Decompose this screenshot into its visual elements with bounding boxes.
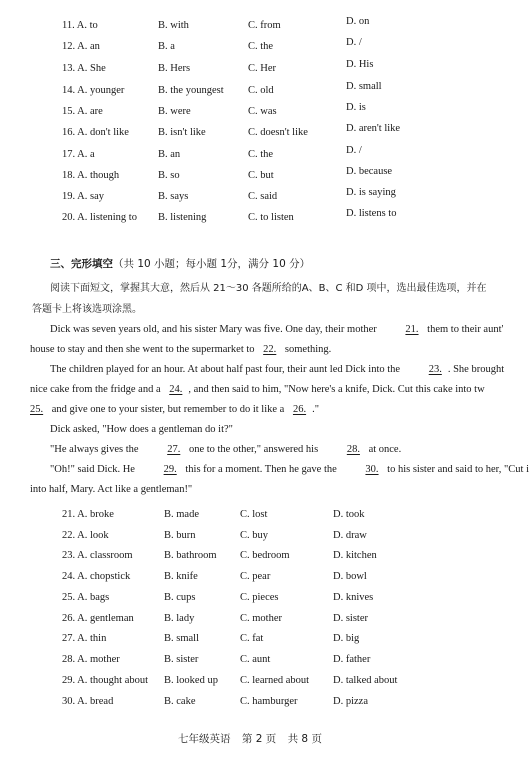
question-row: [0, 102, 500, 126]
footer-subject: 七年级英语: [178, 733, 231, 745]
option-d: D. on: [346, 16, 370, 27]
option-d: D. His: [346, 59, 374, 70]
passage-line: [30, 440, 492, 460]
option-b: B. looked up: [164, 675, 218, 686]
passage-text: nice cake from the fridge and a: [30, 384, 164, 395]
section-title: 三、完形填空: [50, 258, 113, 270]
option-c: C. said: [248, 191, 278, 202]
option-c: C. lost: [240, 509, 268, 520]
option-b: B. says: [158, 191, 189, 202]
instruction-line-1: 阅读下面短文，掌握其大意，然后从 21～30 各题所给的A、B、C 和D 项中，选出最佳选项，并在: [50, 283, 487, 294]
option-a: 23. A. classroom: [62, 550, 133, 561]
option-b: B. Hers: [158, 63, 191, 74]
footer-page: 第 2 页: [241, 733, 277, 745]
option-a: 13. A. She: [62, 63, 106, 74]
page-footer: [0, 731, 500, 746]
question-row: [0, 613, 500, 633]
question-row: [0, 145, 500, 169]
option-a: 11. A. to: [62, 20, 98, 31]
passage-line: [30, 480, 492, 500]
passage-text: The children played for an hour. At about half past four, their aunt led Dick into the: [50, 364, 403, 375]
option-b: B. cake: [164, 696, 196, 707]
option-a: 21. A. broke: [62, 509, 114, 520]
question-row: [0, 633, 500, 653]
blank-22: 22.: [263, 344, 277, 355]
passage-line: [30, 460, 529, 480]
question-row: [0, 123, 500, 147]
passage-line: [30, 400, 492, 420]
passage-text: them to their aunt': [424, 324, 504, 335]
option-a: 27. A. thin: [62, 633, 107, 644]
blank-23: 23.: [428, 364, 442, 375]
option-c: C. the: [248, 149, 274, 160]
passage-text: to his sister and said to her, "Cut i: [384, 464, 529, 475]
blank-26: 26.: [292, 404, 307, 415]
option-c: C. pieces: [240, 592, 279, 603]
option-d: D. is saying: [346, 187, 396, 198]
option-b: B. with: [158, 20, 189, 31]
passage-text: , and then said to him, "Now here's a knife, Dick. Cut this cake into tw: [188, 384, 485, 395]
option-d: D. sister: [333, 613, 368, 624]
option-b: B. lady: [164, 613, 195, 624]
passage-text: at once.: [365, 444, 402, 455]
option-c: C. pear: [240, 571, 271, 582]
option-d: D. /: [346, 37, 362, 48]
passage-text: into half, Mary. Act like a gentleman!": [30, 484, 193, 495]
option-d: D. took: [333, 509, 365, 520]
option-b: B. listening: [158, 212, 207, 223]
question-row: [0, 675, 500, 695]
option-c: C. the: [248, 41, 274, 52]
option-b: B. sister: [164, 654, 199, 665]
blank-30: 30.: [365, 464, 379, 475]
option-a: 28. A. mother: [62, 654, 120, 665]
option-b: B. burn: [164, 530, 196, 541]
footer-total: 共 8 页: [287, 733, 322, 745]
passage-text: "Oh!" said Dick. He: [50, 464, 138, 475]
option-a: 29. A. thought about: [62, 675, 149, 686]
option-a: 26. A. gentleman: [62, 613, 134, 624]
option-c: C. mother: [240, 613, 282, 624]
question-row: [0, 81, 500, 105]
option-a: 17. A. a: [62, 149, 95, 160]
passage-text: . She brought: [447, 364, 505, 375]
passage-text: this for a moment. Then he gave the: [182, 464, 340, 475]
option-c: C. was: [248, 106, 277, 117]
option-a: 12. A. an: [62, 41, 100, 52]
question-row: [0, 208, 500, 232]
option-d: D. /: [346, 145, 362, 156]
option-b: B. so: [158, 170, 180, 181]
passage-text: and give one to your sister, but remember to do it like a: [49, 404, 287, 415]
question-row: [0, 530, 500, 550]
option-c: C. from: [248, 20, 281, 31]
question-row: [0, 37, 500, 61]
option-d: D. listens to: [346, 208, 397, 219]
option-b: B. were: [158, 106, 191, 117]
option-a: 24. A. chopstick: [62, 571, 131, 582]
option-a: 22. A. look: [62, 530, 109, 541]
option-a: 15. A. are: [62, 106, 103, 117]
option-a: 16. A. don't like: [62, 127, 129, 138]
option-b: B. small: [164, 633, 200, 644]
option-c: C. Her: [248, 63, 276, 74]
option-d: D. talked about: [333, 675, 398, 686]
blank-25: 25.: [30, 404, 44, 415]
question-row: [0, 509, 500, 529]
option-c: C. aunt: [240, 654, 271, 665]
option-d: D. kitchen: [333, 550, 377, 561]
option-c: C. bedroom: [240, 550, 290, 561]
blank-24: 24.: [169, 384, 183, 395]
passage-text: house to stay and then she went to the supermarket to: [30, 344, 258, 355]
question-row: [0, 16, 500, 40]
blank-28: 28.: [346, 444, 360, 455]
option-a: 14. A. younger: [62, 85, 125, 96]
question-row: [0, 187, 500, 211]
option-c: C. learned about: [240, 675, 310, 686]
option-a: 20. A. listening to: [62, 212, 137, 223]
option-b: B. bathroom: [164, 550, 217, 561]
option-b: B. an: [158, 149, 181, 160]
passage-text: .": [312, 404, 319, 415]
option-a: 19. A. say: [62, 191, 104, 202]
option-c: C. to listen: [248, 212, 294, 223]
option-d: D. bowl: [333, 571, 367, 582]
option-c: C. old: [248, 85, 274, 96]
question-row: [0, 654, 500, 674]
option-b: B. the youngest: [158, 85, 224, 96]
option-c: C. buy: [240, 530, 269, 541]
passage-line: [30, 320, 504, 340]
blank-29: 29.: [163, 464, 177, 475]
option-d: D. is: [346, 102, 366, 113]
option-d: D. aren't like: [346, 123, 401, 134]
option-b: B. cups: [164, 592, 196, 603]
option-d: D. small: [346, 81, 382, 92]
option-b: B. knife: [164, 571, 198, 582]
option-d: D. because: [346, 166, 393, 177]
instruction-line-2: 答题卡上将该选项涂黑。: [32, 304, 142, 315]
blank-27: 27.: [167, 444, 181, 455]
option-d: D. pizza: [333, 696, 368, 707]
passage-text: one to the other," answered his: [186, 444, 321, 455]
passage-text: something.: [282, 344, 332, 355]
question-row: [0, 571, 500, 591]
question-row: [0, 592, 500, 612]
option-c: C. but: [248, 170, 274, 181]
option-a: 25. A. bags: [62, 592, 110, 603]
option-c: C. fat: [240, 633, 264, 644]
option-c: C. doesn't like: [248, 127, 308, 138]
question-row: [0, 696, 500, 716]
option-a: 30. A. bread: [62, 696, 114, 707]
option-b: B. isn't like: [158, 127, 206, 138]
option-d: D. father: [333, 654, 371, 665]
question-row: [0, 166, 500, 190]
option-b: B. a: [158, 41, 175, 52]
section-heading: [50, 256, 310, 271]
question-row: [0, 550, 500, 570]
passage-line: [30, 380, 492, 400]
cloze-passage: [30, 320, 529, 500]
option-d: D. knives: [333, 592, 374, 603]
question-row: [0, 59, 500, 83]
option-c: C. hamburger: [240, 696, 298, 707]
passage-line: [30, 420, 492, 440]
passage-line: [30, 360, 505, 380]
option-d: D. draw: [333, 530, 367, 541]
passage-text: Dick was seven years old, and his sister Mary was five. One day, their mother: [50, 324, 380, 335]
blank-21: 21.: [405, 324, 419, 335]
option-a: 18. A. though: [62, 170, 120, 181]
option-b: B. made: [164, 509, 199, 520]
passage-text: "He always gives the: [50, 444, 142, 455]
passage-text: Dick asked, "How does a gentleman do it?": [50, 424, 233, 435]
option-d: D. big: [333, 633, 360, 644]
section-note: （共 10 小题；每小题 1分，满分 10 分）: [113, 258, 311, 270]
passage-line: [30, 340, 492, 360]
